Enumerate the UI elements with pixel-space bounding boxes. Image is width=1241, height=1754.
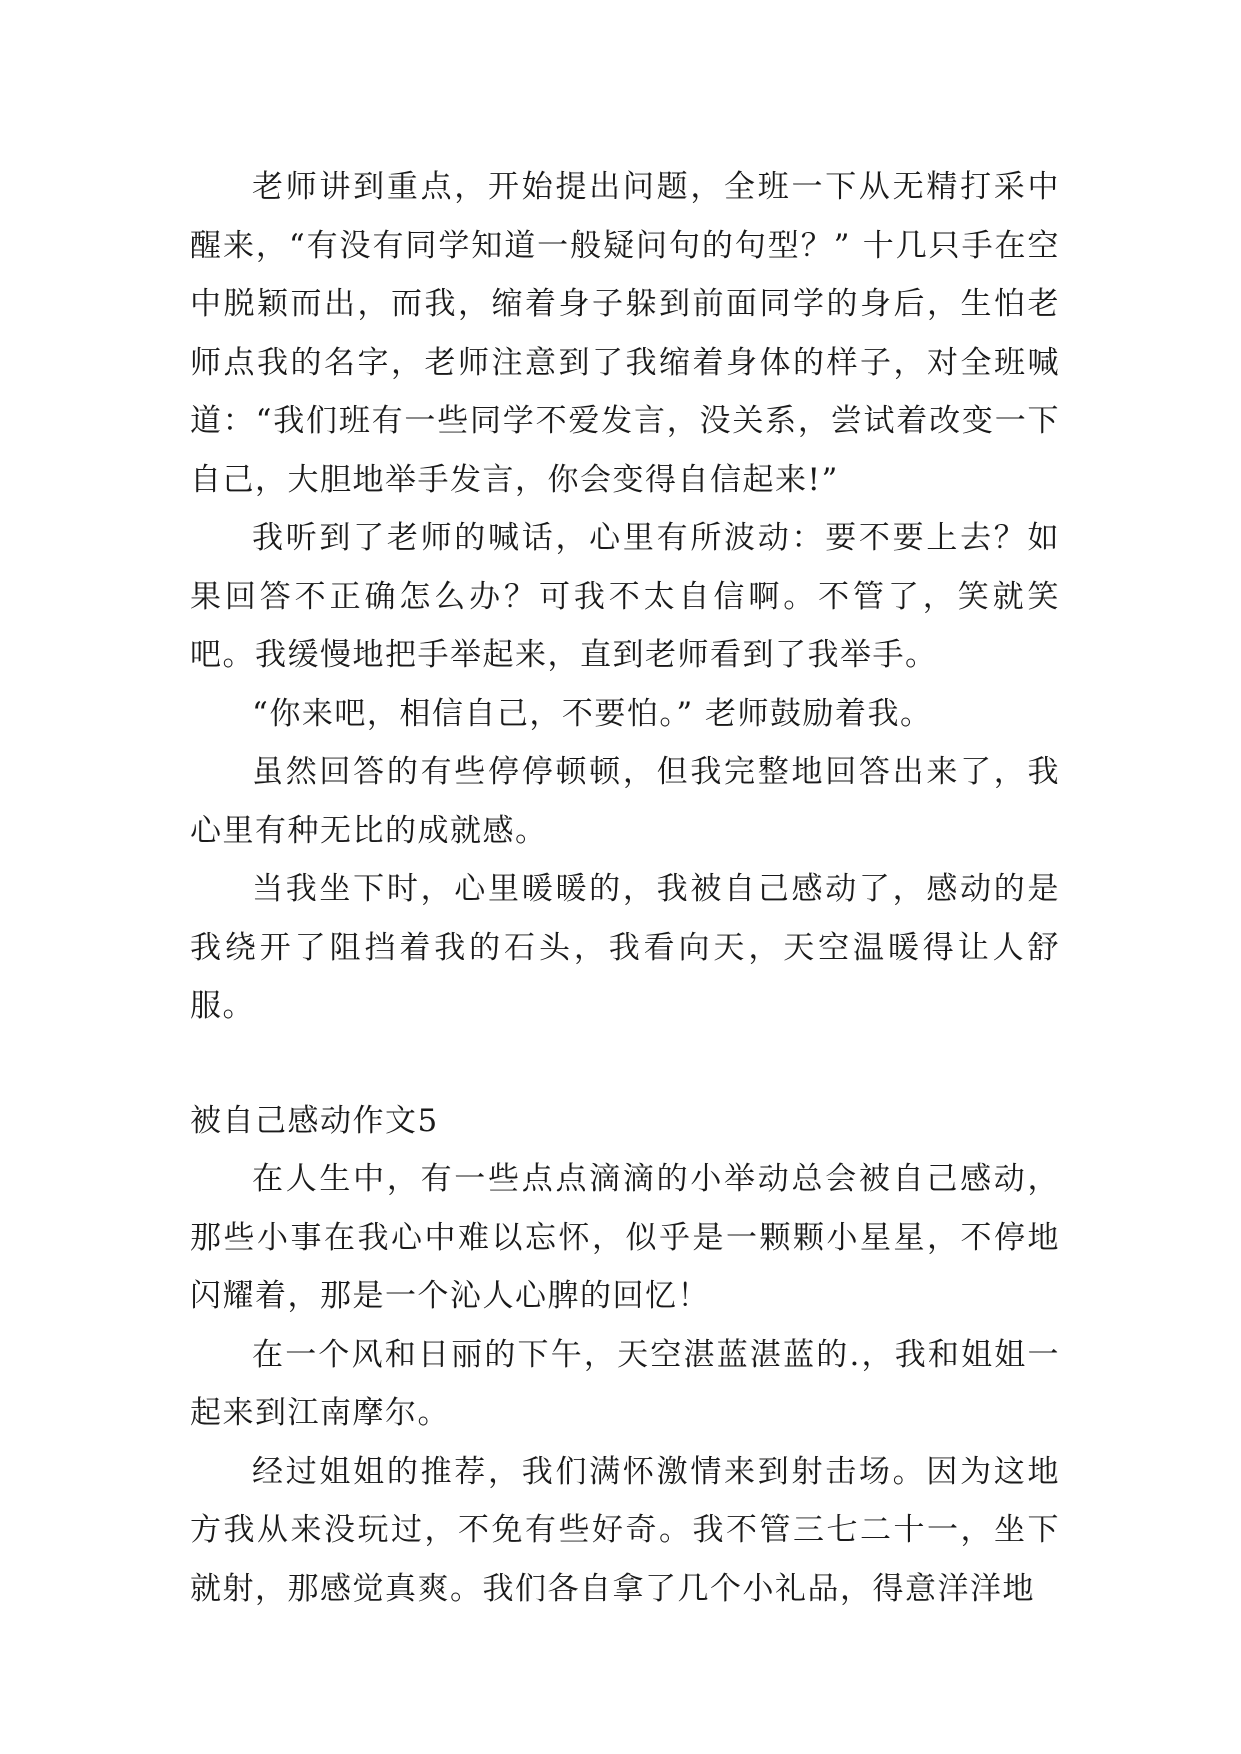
document-page [190,158,1060,1618]
paragraph-6: 在人生中，有一些点点滴滴的小举动总会被自己感动，那些小事在我心中难以忘怀，似乎是一颗颗小星星，不停地闪耀着，那是一个沁人心脾的回忆！ [190,1161,1060,1314]
section-heading: 被自己感动作文5 [190,1102,439,1139]
paragraph-5: 当我坐下时，心里暖暖的，我被自己感动了，感动的是我绕开了阻挡着我的石头，我看向天，天空温暖得让人舒服。 [190,871,1060,1024]
paragraph-3: “你来吧，相信自己，不要怕。” 老师鼓励着我。 [252,695,933,732]
paragraph-2: 我听到了老师的喊话，心里有所波动：要不要上去？如果回答不正确怎么办？可我不太自信啊。不管了，笑就笑吧。我缓慢地把手举起来，直到老师看到了我举手。 [190,520,1060,673]
paragraph-1: 老师讲到重点，开始提出问题，全班一下从无精打采中醒来，“有没有同学知道一般疑问句的句型？” 十几只手在空中脱颖而出，而我，缩着身子躲到前面同学的身后，生怕老师点我的名字，老师注意到了我缩着身体的样子，对全班喊道：“我们班有一些同学不爱发言，没关系，尝试着改变一下自己，大胆地举手发言，你会变得自信起来!” [190,169,1060,498]
paragraph-8: 经过姐姐的推荐，我们满怀激情来到射击场。因为这地方我从来没玩过，不免有些好奇。我不管三七二十一，坐下就射，那感觉真爽。我们各自拿了几个小礼品，得意洋洋地 [190,1453,1060,1607]
paragraph-7: 在一个风和日丽的下午，天空湛蓝湛蓝的.，我和姐姐一起来到江南摩尔。 [190,1336,1060,1431]
paragraph-4: 虽然回答的有些停停顿顿，但我完整地回答出来了，我心里有种无比的成就感。 [190,754,1060,849]
